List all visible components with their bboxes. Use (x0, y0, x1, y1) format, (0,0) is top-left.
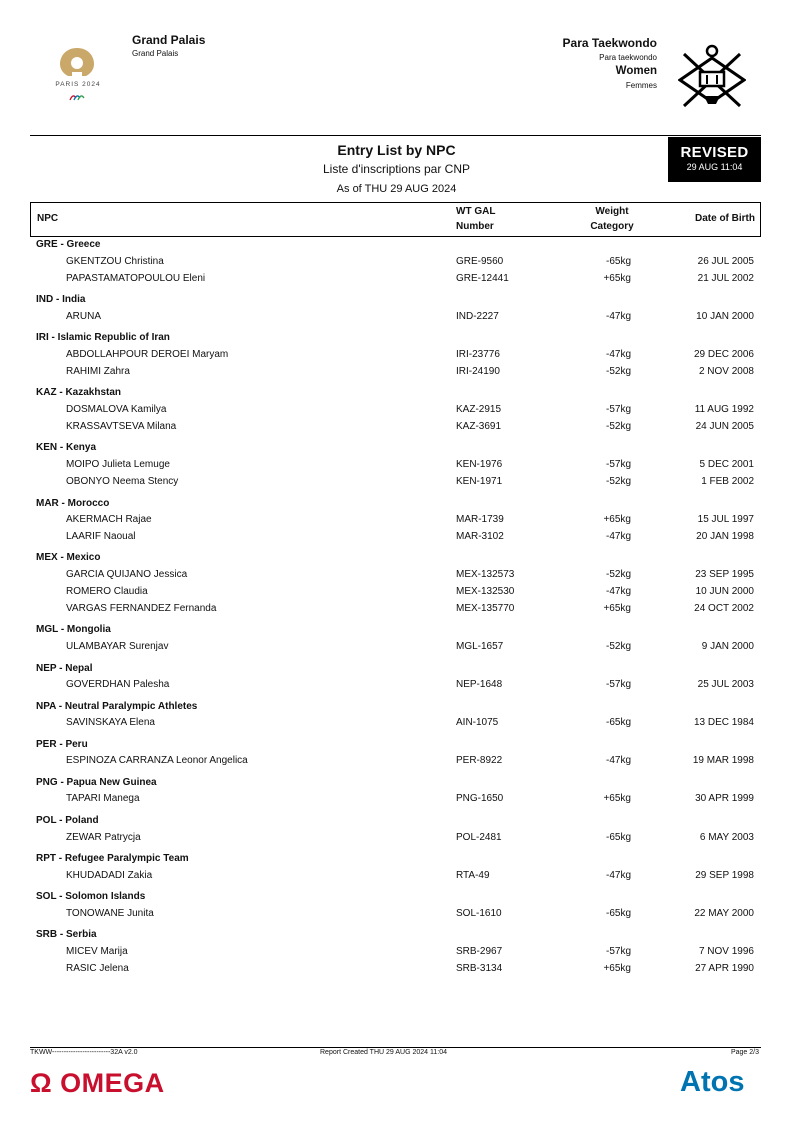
athlete-name: ULAMBAYAR Surenjav (66, 641, 169, 652)
col-number-line2: Number (456, 221, 494, 232)
wt-gal-number: MAR-1739 (456, 514, 504, 525)
athlete-name: ABDOLLAHPOUR DEROEI Maryam (66, 349, 229, 360)
date-of-birth: 7 NOV 1996 (698, 946, 754, 957)
header-divider (30, 135, 761, 136)
athlete-name: RAHIMI Zahra (66, 366, 130, 377)
weight-category: -65kg (605, 717, 631, 728)
npc-group-heading: NEP - Nepal (36, 663, 93, 674)
revised-date: 29 AUG 11:04 (686, 162, 743, 172)
npc-group-heading: IRI - Islamic Republic of Iran (36, 332, 170, 343)
col-weight-line2: Category (590, 221, 634, 232)
weight-category: -65kg (605, 908, 631, 919)
agitos-icon (68, 92, 86, 102)
date-of-birth: 19 MAR 1998 (692, 755, 754, 766)
athlete-name: ARUNA (66, 311, 102, 322)
sport-title: Para Taekwondo (562, 36, 657, 50)
weight-category: -47kg (605, 870, 631, 881)
date-of-birth: 24 JUN 2005 (695, 421, 754, 432)
date-of-birth: 30 APR 1999 (695, 793, 754, 804)
date-of-birth: 21 JUL 2002 (697, 273, 754, 284)
logo-text: PARIS 2024 (55, 81, 101, 88)
weight-category: -65kg (605, 256, 631, 267)
athlete-name: TAPARI Manega (66, 793, 140, 804)
wt-gal-number: PER-8922 (456, 755, 503, 766)
athlete-name: KHUDADADI Zakia (66, 870, 153, 881)
athlete-name: MICEV Marija (66, 946, 128, 957)
date-of-birth: 6 MAY 2003 (699, 832, 754, 843)
npc-group-heading: SRB - Serbia (36, 929, 97, 940)
wt-gal-number: MEX-135770 (456, 603, 515, 614)
wt-gal-number: MGL-1657 (456, 641, 504, 652)
npc-group-heading: MEX - Mexico (36, 552, 101, 563)
omega-logo: Ω OMEGA (30, 1068, 165, 1098)
weight-category: -47kg (605, 586, 631, 597)
page-number: Page 2/3 (730, 1049, 759, 1056)
footer-divider (30, 1047, 761, 1048)
report-created: Report Created THU 29 AUG 2024 11:04 (320, 1049, 447, 1056)
weight-category: -57kg (605, 459, 631, 470)
athlete-name: ESPINOZA CARRANZA Leonor Angelica (66, 755, 248, 766)
wt-gal-number: IRI-24190 (456, 366, 500, 377)
date-of-birth: 25 JUL 2003 (697, 679, 754, 690)
col-number-line1: WT GAL (456, 206, 496, 217)
athlete-name: GARCIA QUIJANO Jessica (66, 569, 188, 580)
weight-category: -52kg (605, 641, 631, 652)
event-subtitle: Femmes (625, 81, 657, 90)
wt-gal-number: IRI-23776 (456, 349, 500, 360)
date-of-birth: 23 SEP 1995 (695, 569, 754, 580)
weight-category: -47kg (605, 311, 631, 322)
wt-gal-number: SRB-2967 (456, 946, 503, 957)
weight-category: -52kg (605, 366, 631, 377)
npc-group-heading: PNG - Papua New Guinea (36, 777, 157, 788)
date-of-birth: 22 MAY 2000 (694, 908, 754, 919)
athlete-name: GOVERDHAN Palesha (66, 679, 170, 690)
wt-gal-number: NEP-1648 (456, 679, 503, 690)
wt-gal-number: KAZ-3691 (456, 421, 502, 432)
npc-group-heading: NPA - Neutral Paralympic Athletes (36, 701, 198, 712)
venue-subtitle: Grand Palais (132, 49, 179, 58)
event-title: Women (615, 65, 657, 77)
npc-group-heading: GRE - Greece (36, 239, 101, 250)
date-of-birth: 27 APR 1990 (695, 963, 754, 974)
date-of-birth: 2 NOV 2008 (698, 366, 754, 377)
date-of-birth: 9 JAN 2000 (701, 641, 754, 652)
weight-category: +65kg (603, 603, 631, 614)
athlete-name: RASIC Jelena (66, 963, 129, 974)
report-code: TKWW-------------------------32A v2.0 (30, 1049, 138, 1056)
athlete-name: VARGAS FERNANDEZ Fernanda (66, 603, 217, 614)
weight-category: -52kg (605, 421, 631, 432)
table-header (30, 202, 761, 237)
venue-title: Grand Palais (132, 33, 206, 47)
date-of-birth: 10 JUN 2000 (695, 586, 754, 597)
weight-category: +65kg (603, 273, 631, 284)
npc-group-heading: KAZ - Kazakhstan (36, 387, 122, 398)
athlete-name: TONOWANE Junita (66, 908, 154, 919)
npc-group-heading: KEN - Kenya (36, 442, 97, 453)
date-of-birth: 11 AUG 1992 (694, 404, 754, 415)
athlete-name: KRASSAVTSEVA Milana (66, 421, 177, 432)
athlete-name: ZEWAR Patrycja (66, 832, 141, 843)
npc-group-heading: IND - India (36, 294, 86, 305)
as-of-date: As of THU 29 AUG 2024 (336, 183, 457, 195)
wt-gal-number: KEN-1971 (456, 476, 503, 487)
report-title: Entry List by NPC (337, 142, 456, 158)
wt-gal-number: GRE-9560 (456, 256, 504, 267)
date-of-birth: 13 DEC 1984 (693, 717, 754, 728)
date-of-birth: 5 DEC 2001 (699, 459, 754, 470)
weight-category: -57kg (605, 946, 631, 957)
wt-gal-number: POL-2481 (456, 832, 502, 843)
date-of-birth: 24 OCT 2002 (694, 603, 754, 614)
report-subtitle: Liste d'inscriptions par CNP (322, 162, 471, 176)
wt-gal-number: GRE-12441 (456, 273, 509, 284)
athlete-name: MOIPO Julieta Lemuge (66, 459, 170, 470)
col-date-of-birth: Date of Birth (695, 213, 755, 224)
weight-category: -52kg (605, 569, 631, 580)
athlete-name: OBONYO Neema Stency (66, 476, 179, 487)
wt-gal-number: KEN-1976 (456, 459, 503, 470)
athlete-name: ROMERO Claudia (66, 586, 148, 597)
date-of-birth: 29 SEP 1998 (695, 870, 754, 881)
npc-group-heading: MAR - Morocco (36, 498, 110, 509)
date-of-birth: 26 JUL 2005 (697, 256, 754, 267)
paris-2024-paralympic-logo (46, 42, 108, 108)
wt-gal-number: AIN-1075 (456, 717, 499, 728)
date-of-birth: 15 JUL 1997 (697, 514, 754, 525)
athlete-name: PAPASTAMATOPOULOU Eleni (66, 273, 206, 284)
sport-subtitle: Para taekwondo (599, 53, 657, 62)
weight-category: -57kg (605, 404, 631, 415)
wt-gal-number: SOL-1610 (456, 908, 502, 919)
wt-gal-number: MAR-3102 (456, 531, 504, 542)
npc-group-heading: RPT - Refugee Paralympic Team (36, 853, 189, 864)
date-of-birth: 10 JAN 2000 (696, 311, 754, 322)
para-taekwondo-pictogram-icon (678, 44, 746, 116)
wt-gal-number: RTA-49 (456, 870, 490, 881)
revised-badge (668, 137, 761, 182)
col-weight-line1: Weight (595, 206, 629, 217)
atos-logo: Atos (680, 1066, 745, 1098)
weight-category: -65kg (605, 832, 631, 843)
weight-category: -47kg (605, 755, 631, 766)
athlete-name: GKENTZOU Christina (66, 256, 164, 267)
weight-category: -52kg (605, 476, 631, 487)
npc-group-heading: SOL - Solomon Islands (36, 891, 146, 902)
npc-group-heading: PER - Peru (36, 739, 88, 750)
weight-category: +65kg (603, 963, 631, 974)
npc-group-heading: POL - Poland (36, 815, 99, 826)
wt-gal-number: MEX-132573 (456, 569, 515, 580)
weight-category: +65kg (603, 793, 631, 804)
npc-group-heading: MGL - Mongolia (36, 624, 111, 635)
wt-gal-number: SRB-3134 (456, 963, 503, 974)
weight-category: -47kg (605, 531, 631, 542)
date-of-birth: 1 FEB 2002 (701, 476, 754, 487)
col-npc: NPC (37, 213, 59, 224)
athlete-name: DOSMALOVA Kamilya (66, 404, 167, 415)
wt-gal-number: PNG-1650 (456, 793, 504, 804)
wt-gal-number: IND-2227 (456, 311, 499, 322)
date-of-birth: 29 DEC 2006 (693, 349, 754, 360)
weight-category: -47kg (605, 349, 631, 360)
athlete-name: SAVINSKAYA Elena (66, 717, 155, 728)
weight-category: -57kg (605, 679, 631, 690)
wt-gal-number: MEX-132530 (456, 586, 515, 597)
revised-label: REVISED (680, 144, 749, 161)
athlete-name: LAARIF Naoual (66, 531, 136, 542)
weight-category: +65kg (603, 514, 631, 525)
wt-gal-number: KAZ-2915 (456, 404, 502, 415)
athlete-name: AKERMACH Rajae (66, 514, 152, 525)
date-of-birth: 20 JAN 1998 (696, 531, 754, 542)
